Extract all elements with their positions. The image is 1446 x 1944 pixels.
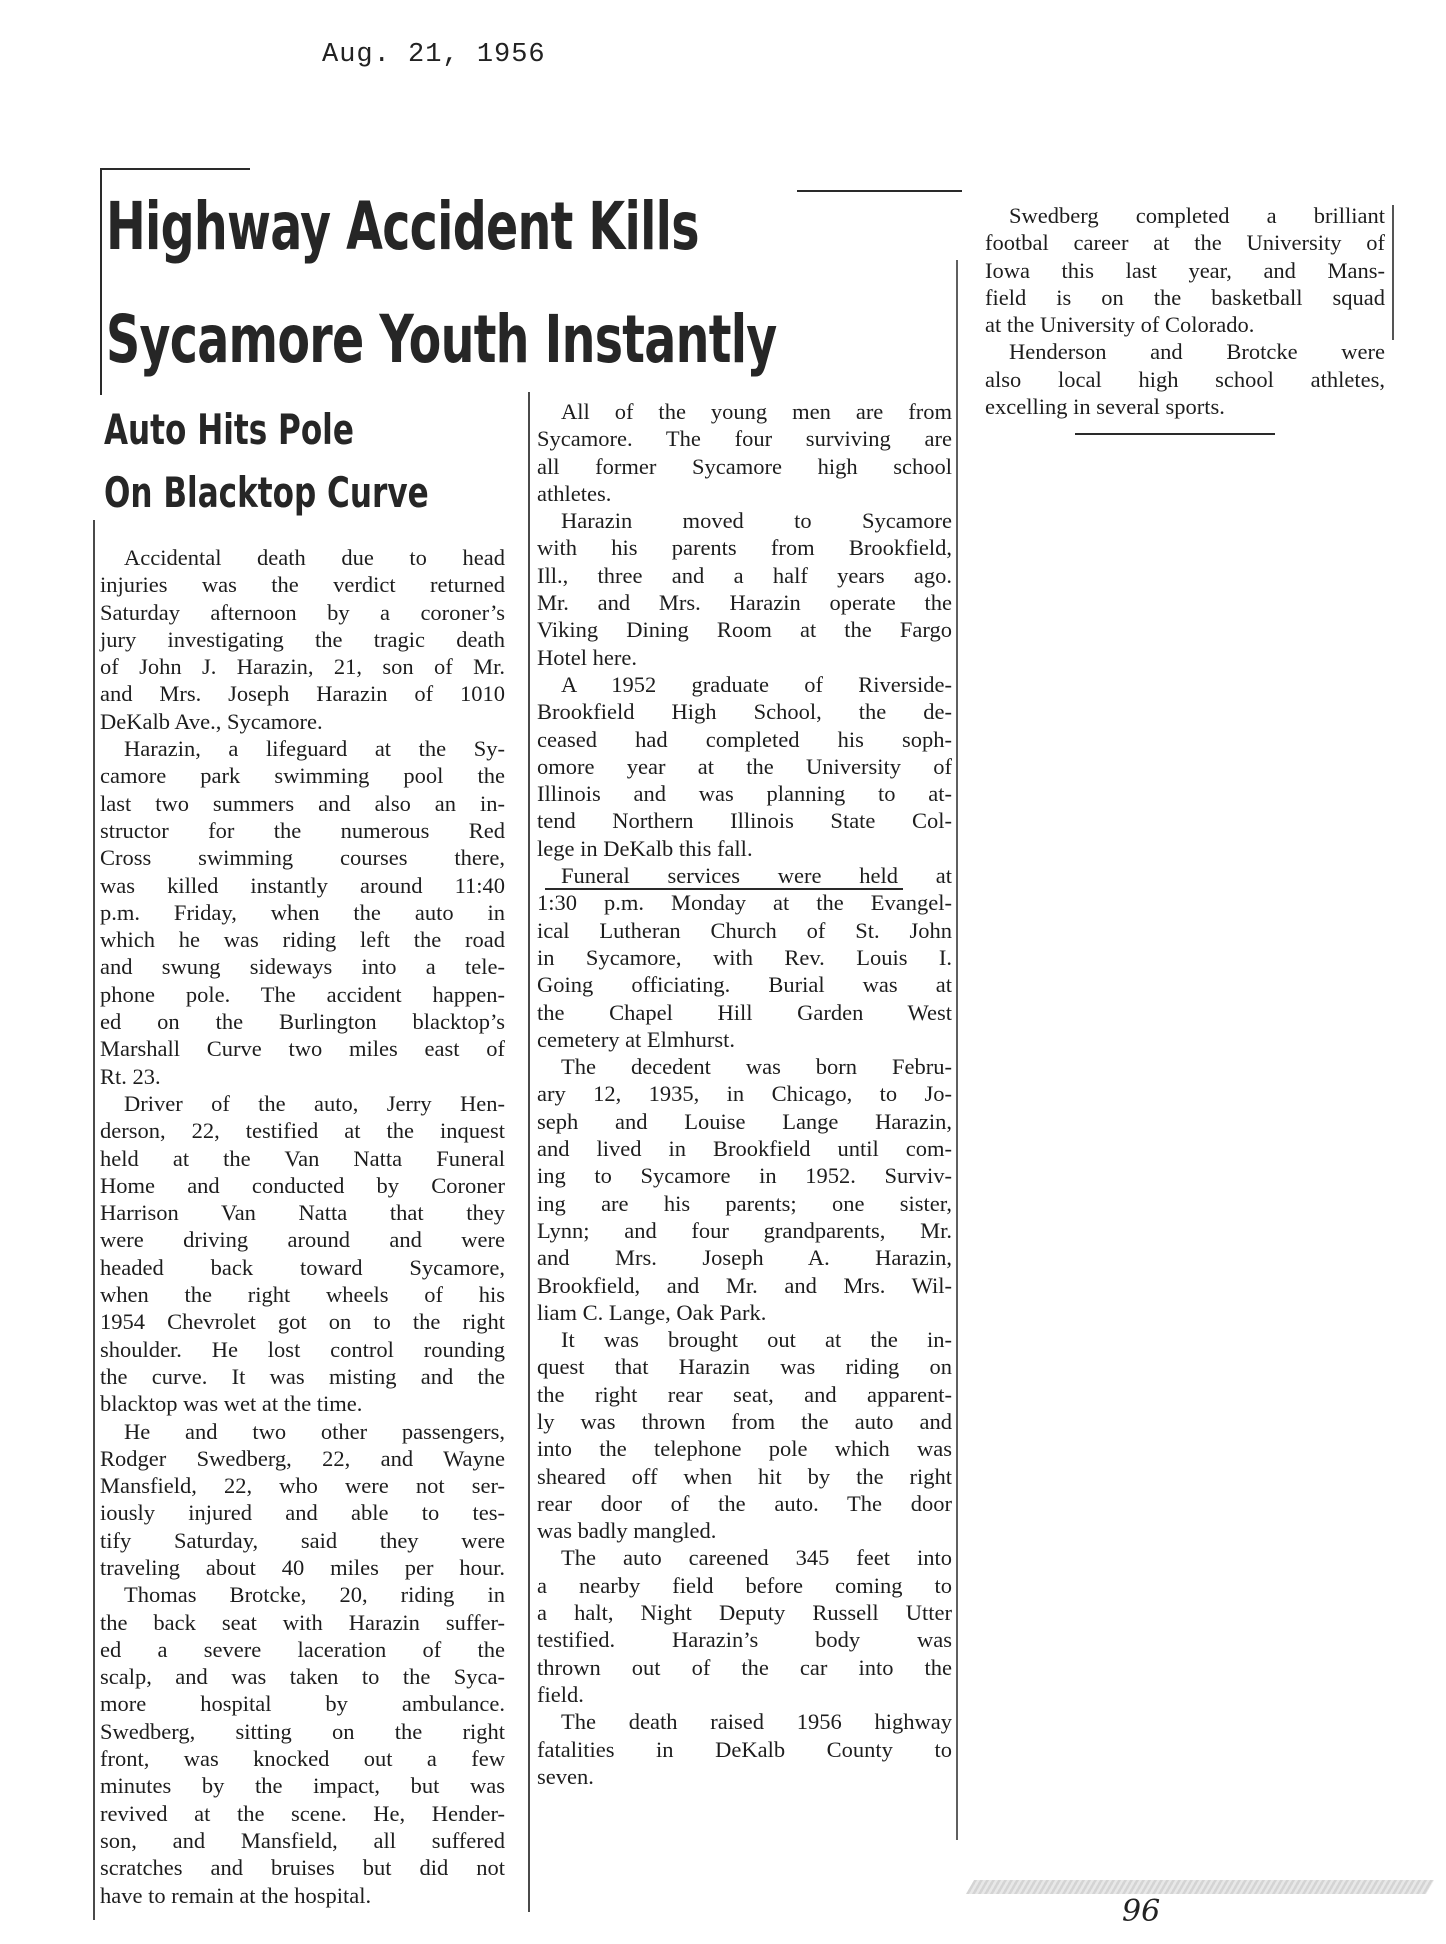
article-text-line: Lynn; and four grandparents, Mr.	[537, 1217, 952, 1243]
article-text-line: of John J. Harazin, 21, son of Mr.	[100, 654, 505, 680]
article-text-line: seph and Louise Lange Harazin,	[537, 1108, 952, 1134]
scan-edge-shading	[966, 1880, 1434, 1894]
article-text-line: injuries was the verdict returned	[100, 572, 505, 598]
article-text-line: iously injured and able to tes-	[100, 1500, 505, 1526]
article-text-line: Home and conducted by Coroner	[100, 1172, 505, 1198]
article-text-line: footbal career at the University of	[985, 230, 1385, 256]
article-text-line: was killed instantly around 11:40	[100, 872, 505, 898]
article-text-line: sheared off when hit by the right	[537, 1463, 952, 1489]
clipping-date: Aug. 21, 1956	[322, 40, 546, 70]
article-text-line: shoulder. He lost control rounding	[100, 1336, 505, 1362]
column-divider-2	[956, 260, 958, 1840]
article-text-line: structor for the numerous Red	[100, 817, 505, 843]
article-text-line: lege in DeKalb this fall.	[537, 835, 753, 861]
article-text-line: fatalities in DeKalb County to	[537, 1736, 952, 1762]
article-text-line: more hospital by ambulance.	[100, 1691, 505, 1717]
article-text-line: scalp, and was taken to the Syca-	[100, 1664, 505, 1690]
article-text-line: front, was knocked out a few	[100, 1746, 505, 1772]
article-text-line: rear door of the auto. The door	[537, 1490, 952, 1516]
article-text-line: Iowa this last year, and Mans-	[985, 257, 1385, 283]
article-text-line: Brookfield, and Mr. and Mrs. Wil-	[537, 1272, 952, 1298]
article-text-line: ing are his parents; one sister,	[537, 1190, 952, 1216]
article-text-line: in Sycamore, with Rev. Louis I.	[537, 944, 952, 970]
article-text-line: Saturday afternoon by a coroner’s	[100, 599, 505, 625]
article-text-line: the curve. It was misting and the	[100, 1363, 505, 1389]
article-text-line: The death raised 1956 highway	[561, 1709, 952, 1735]
handwritten-page-number: 96	[1122, 1894, 1161, 1929]
article-text-line: p.m. Friday, when the auto in	[100, 899, 505, 925]
headline-line-1: Highway Accident Kills	[106, 188, 699, 265]
article-text-line: excelling in several sports.	[985, 394, 1225, 420]
article-text-line: headed back toward Sycamore,	[100, 1254, 505, 1280]
article-text-line: phone pole. The accident happen-	[100, 981, 505, 1007]
article-text-line: seven.	[537, 1763, 594, 1789]
article-text-line: minutes by the impact, but was	[100, 1773, 505, 1799]
article-text-line: Harazin moved to Sycamore	[561, 508, 952, 534]
article-text-line: A 1952 graduate of Riverside-	[561, 671, 952, 697]
article-column-1	[100, 544, 505, 1909]
article-text-line: into the telephone pole which was	[537, 1436, 952, 1462]
article-text-line: Swedberg, sitting on the right	[100, 1718, 505, 1744]
article-text-line: derson, 22, testified at the inquest	[100, 1118, 505, 1144]
article-text-line: thrown out of the car into the	[537, 1654, 952, 1680]
article-text-line: tend Northern Illinois State Col-	[537, 808, 952, 834]
article-text-line: revived at the scene. He, Hender-	[100, 1800, 505, 1826]
subheadline-line-1: Auto Hits Pole	[104, 405, 354, 454]
article-text-line: ed a severe laceration of the	[100, 1636, 505, 1662]
article-text-line: held at the Van Natta Funeral	[100, 1145, 505, 1171]
article-text-line: quest that Harazin was riding on	[537, 1354, 952, 1380]
article-text-line: He and two other passengers,	[124, 1418, 505, 1444]
article-text-line: with his parents from Brookfield,	[537, 535, 952, 561]
article-text-line: DeKalb Ave., Sycamore.	[100, 708, 323, 734]
article-text-line: the right rear seat, and apparent-	[537, 1381, 952, 1407]
column-3-end-rule	[1075, 433, 1275, 435]
article-text-line: which he was riding left the road	[100, 927, 505, 953]
article-text-line: omore year at the University of	[537, 753, 952, 779]
article-text-line: a nearby field before coming to	[537, 1572, 952, 1598]
article-text-line: Accidental death due to head	[124, 545, 505, 570]
article-text-line: Illinois and was planning to at-	[537, 781, 952, 807]
article-text-line: ical Lutheran Church of St. John	[537, 917, 952, 943]
article-text-line: 1:30 p.m. Monday at the Evangel-	[537, 890, 952, 916]
article-text-line: Swedberg completed a brilliant	[1009, 203, 1385, 228]
article-text-line: All of the young men are from	[561, 399, 952, 424]
article-text-line: jury investigating the tragic death	[100, 626, 505, 652]
article-text-line: The decedent was born Febru-	[561, 1054, 952, 1080]
article-text-line: were driving around and were	[100, 1227, 505, 1253]
article-text-line: Funeral services were held at	[561, 863, 952, 889]
article-text-line: Ill., three and a half years ago.	[537, 562, 952, 588]
article-text-line: Hotel here.	[537, 644, 637, 670]
column-divider-1	[528, 392, 530, 1912]
article-text-line: ly was thrown from the auto and	[537, 1408, 952, 1434]
article-text-line: and Mrs. Joseph A. Harazin,	[537, 1245, 952, 1271]
article-text-line: all former Sycamore high school	[537, 453, 952, 479]
article-text-line: and swung sideways into a tele-	[100, 954, 505, 980]
headline-right-rule	[797, 190, 962, 192]
article-text-line: testified. Harazin’s body was	[537, 1627, 952, 1653]
article-text-line: Thomas Brotcke, 20, riding in	[124, 1582, 505, 1608]
article-text-line: last two summers and also an in-	[100, 790, 505, 816]
article-text-line: traveling about 40 miles per hour.	[100, 1554, 505, 1580]
article-text-line: the back seat with Harazin suffer-	[100, 1609, 505, 1635]
article-column-3	[985, 202, 1385, 420]
article-text-line: It was brought out at the in-	[561, 1327, 952, 1353]
article-text-line: ing to Sycamore in 1952. Surviv-	[537, 1163, 952, 1189]
article-text-line: Harazin, a lifeguard at the Sy-	[124, 736, 505, 762]
article-text-line: tify Saturday, said they were	[100, 1527, 505, 1553]
article-text-line: also local high school athletes,	[985, 366, 1385, 392]
article-text-line: athletes.	[537, 480, 612, 506]
article-text-line: scratches and bruises but did not	[100, 1855, 505, 1881]
article-text-line: Mr. and Mrs. Harazin operate the	[537, 590, 952, 616]
article-text-line: blacktop was wet at the time.	[100, 1391, 363, 1417]
headline-line-2: Sycamore Youth Instantly	[106, 301, 777, 378]
article-text-line: Cross swimming courses there,	[100, 845, 505, 871]
article-text-line: ary 12, 1935, in Chicago, to Jo-	[537, 1081, 952, 1107]
headline-left-rule	[100, 170, 102, 395]
article-text-line: at the University of Colorado.	[985, 312, 1255, 338]
article-text-line: Driver of the auto, Jerry Hen-	[124, 1090, 505, 1116]
article-text-line: Rt. 23.	[100, 1063, 161, 1089]
article-text-line: the Chapel Hill Garden West	[537, 999, 952, 1025]
article-text-line: Rodger Swedberg, 22, and Wayne	[100, 1445, 505, 1471]
article-text-line: ceased had completed his soph-	[537, 726, 952, 752]
article-text-line: camore park swimming pool the	[100, 763, 505, 789]
article-text-line: liam C. Lange, Oak Park.	[537, 1299, 767, 1325]
article-text-line: was badly mangled.	[537, 1518, 717, 1544]
headline	[106, 170, 777, 396]
article-text-line: and lived in Brookfield until com-	[537, 1136, 952, 1162]
article-text-line: The auto careened 345 feet into	[561, 1545, 952, 1571]
article-text-line: Harrison Van Natta that they	[100, 1200, 505, 1226]
subheadline-line-2: On Blacktop Curve	[104, 468, 429, 517]
article-text-line: a halt, Night Deputy Russell Utter	[537, 1600, 952, 1626]
subheadline	[104, 398, 429, 524]
column-3-right-rule	[1392, 205, 1394, 340]
article-text-line: Going officiating. Burial was at	[537, 972, 952, 998]
article-text-line: Viking Dining Room at the Fargo	[537, 617, 952, 643]
article-column-2	[537, 398, 952, 1790]
article-text-line: 1954 Chevrolet got on to the right	[100, 1309, 505, 1335]
article-text-line: field.	[537, 1681, 584, 1707]
article-text-line: field is on the basketball squad	[985, 284, 1385, 310]
article-text-line: Mansfield, 22, who were not ser-	[100, 1473, 505, 1499]
article-text-line: Brookfield High School, the de-	[537, 699, 952, 725]
article-text-line: cemetery at Elmhurst.	[537, 1026, 736, 1052]
column-1-left-rule	[93, 520, 95, 1920]
article-text-line: Sycamore. The four surviving are	[537, 426, 952, 452]
article-text-line: Henderson and Brotcke were	[1009, 339, 1385, 365]
article-text-line: Marshall Curve two miles east of	[100, 1036, 505, 1062]
article-text-line: ed on the Burlington blacktop’s	[100, 1009, 505, 1035]
article-text-line: when the right wheels of his	[100, 1282, 505, 1308]
article-text-line: and Mrs. Joseph Harazin of 1010	[100, 681, 505, 707]
article-text-line: son, and Mansfield, all suffered	[100, 1827, 505, 1853]
article-text-line: have to remain at the hospital.	[100, 1882, 372, 1908]
